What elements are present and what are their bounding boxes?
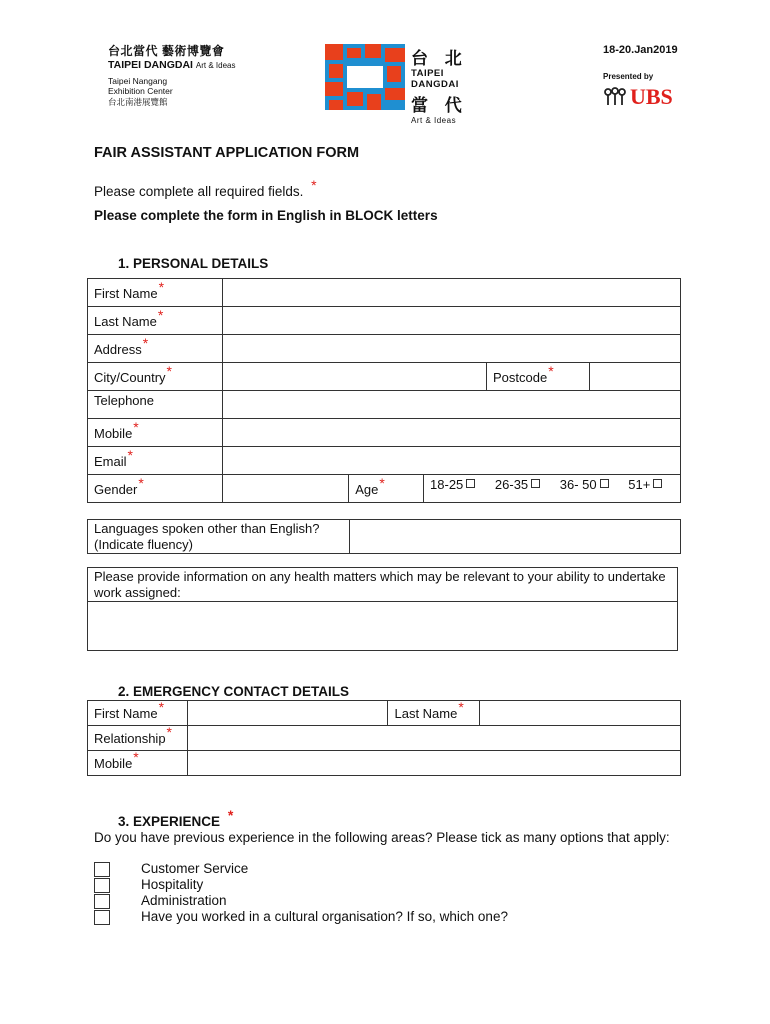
label-age: Age* [349,475,424,503]
venue-block [108,76,235,107]
email-field[interactable] [222,447,680,475]
label-health: Please provide information on any health matters which may be relevant to your ability to undertake work assigned: [88,568,678,602]
administration-checkbox[interactable] [94,894,110,909]
cultural-organisation-checkbox[interactable] [94,910,110,925]
required-note-text: Please complete all required fields. [94,184,304,199]
languages-field[interactable] [349,520,680,554]
age-option-51-plus[interactable]: 51+ [628,477,662,492]
label-emergency-first-name: First Name* [88,701,188,726]
age-checkbox[interactable] [600,479,609,488]
required-star: * [311,177,317,193]
telephone-field[interactable] [222,391,680,419]
first-name-field[interactable] [222,279,680,307]
option-administration: Administration [141,893,227,908]
label-emergency-mobile: Mobile* [88,751,188,776]
emergency-last-name-field[interactable] [480,701,681,726]
label-emergency-last-name: Last Name* [388,701,480,726]
hospitality-checkbox[interactable] [94,878,110,893]
logo-sub: Art & Ideas [411,115,457,125]
option-customer-service: Customer Service [141,861,249,876]
section-heading-emergency: 2. EMERGENCY CONTACT DETAILS [118,684,350,699]
city-country-field[interactable] [222,363,486,391]
languages-label-line-2: (Indicate fluency) [94,537,193,552]
health-field[interactable] [88,602,678,651]
relationship-field[interactable] [187,726,680,751]
label-relationship: Relationship* [88,726,188,751]
label-address: Address* [88,335,223,363]
age-option-18-25[interactable]: 18-25 [430,477,475,492]
gender-field[interactable] [222,475,348,503]
customer-service-checkbox[interactable] [94,862,110,877]
required-note [94,177,317,199]
personal-details-table [87,278,681,503]
experience-heading-text: 3. EXPERIENCE [118,814,221,829]
org-name-en-sub: Art & Ideas [195,61,236,70]
option-cultural-organisation: Have you worked in a cultural organisation? If so, which one? [141,909,508,924]
age-checkbox[interactable] [531,479,540,488]
label-email: Email* [88,447,223,475]
label-last-name: Last Name* [88,307,223,335]
languages-label-line-1: Languages spoken other than English? [94,521,320,536]
age-checkbox[interactable] [653,479,662,488]
org-name-chinese: 台北當代 藝術博覽會 [108,44,225,58]
label-languages [88,520,350,554]
label-city-country: City/Country* [88,363,223,391]
last-name-field[interactable] [222,307,680,335]
venue-line-cn: 台北南港展覽館 [108,96,168,107]
age-option-26-35[interactable]: 26-35 [495,477,540,492]
taipei-dangdai-logo-icon [325,44,405,110]
languages-table [87,519,681,554]
venue-line-2: Exhibition Center [108,86,173,97]
label-gender: Gender* [88,475,223,503]
org-name-en-text: TAIPEI DANGDAI [108,59,193,71]
address-field[interactable] [222,335,680,363]
mobile-field[interactable] [222,419,680,447]
label-telephone: Telephone [88,391,223,419]
age-checkbox[interactable] [466,479,475,488]
section-heading-personal: 1. PERSONAL DETAILS [118,256,269,271]
emergency-contact-table [87,700,681,776]
experience-question: Do you have previous experience in the following areas? Please tick as many options that apply: [94,830,670,845]
postcode-field[interactable] [589,363,680,391]
required-star: * [227,807,234,823]
organizer-block [108,44,235,107]
age-option-36-50[interactable]: 36- 50 [560,477,609,492]
logo-en-line-1: TAIPEI [411,68,444,79]
form-title: FAIR ASSISTANT APPLICATION FORM [94,145,360,161]
presented-by: Presented by [603,72,654,81]
block-letters-note: Please complete the form in English in BLOCK letters [94,208,438,223]
option-hospitality: Hospitality [141,877,204,892]
health-table [87,567,678,651]
event-dates: 18-20.Jan2019 [603,44,678,56]
label-first-name: First Name* [88,279,223,307]
logo-en-line-2: DANGDAI [411,78,459,90]
venue-line-1: Taipei Nangang [108,76,168,87]
label-postcode: Postcode* [487,363,590,391]
logo-cn-line-2: 當 代 [411,95,468,115]
emergency-mobile-field[interactable] [187,751,680,776]
label-mobile: Mobile* [88,419,223,447]
logo-wordmark [411,44,468,125]
age-options [424,475,681,503]
logo-cn-line-1: 台 北 [411,49,468,68]
ubs-keys-icon [604,87,626,107]
emergency-first-name-field[interactable] [187,701,388,726]
sponsor-logo [604,84,673,110]
sponsor-name: UBS [630,84,673,109]
org-name-english [108,59,235,72]
section-heading-experience [118,807,234,829]
